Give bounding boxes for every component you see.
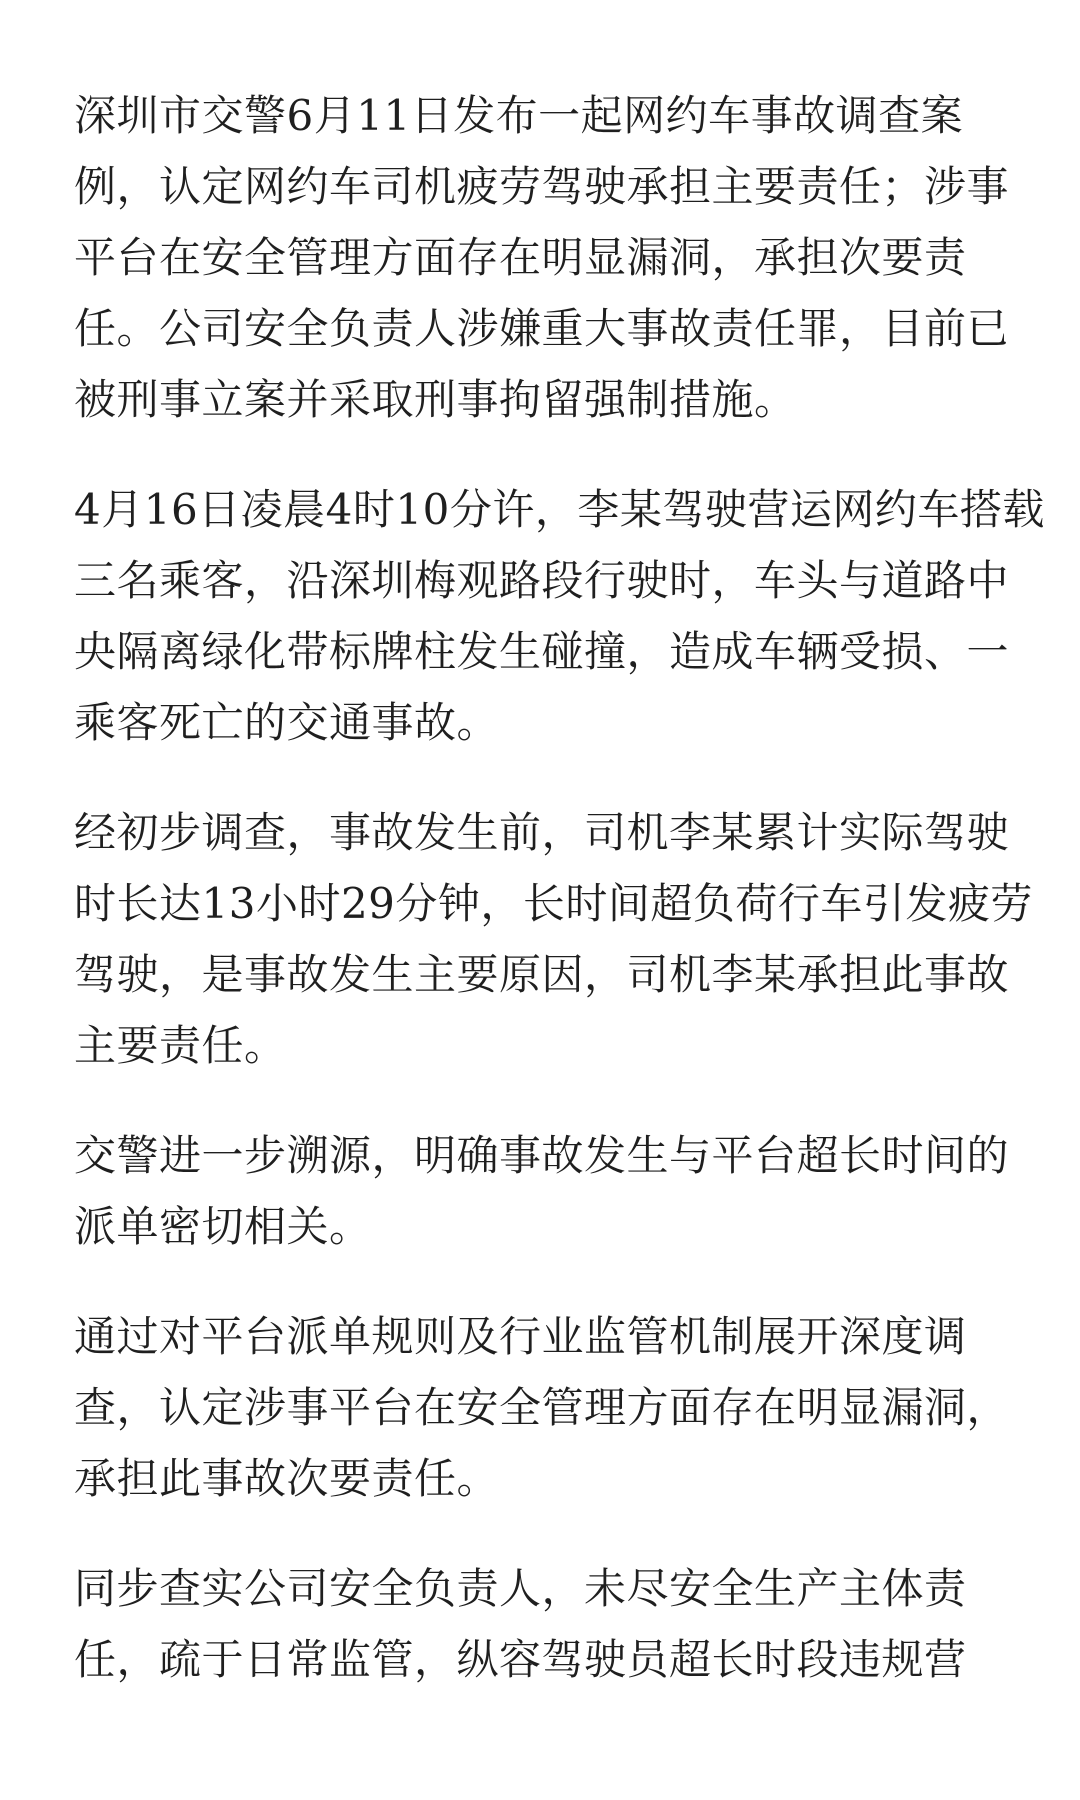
paragraph-5 — [74, 1301, 1020, 1514]
paragraph-6 — [74, 1553, 1020, 1695]
paragraph-3 — [74, 797, 1033, 1081]
text-line: 派单密切相关。 — [74, 1202, 372, 1251]
text-line: 查，认定涉事平台在安全管理方面存在明显漏洞， — [74, 1383, 1010, 1432]
text-line: 任，疏于日常监管，纵容驾驶员超长时段违规营 — [74, 1635, 967, 1684]
text-line: 经初步调查，事故发生前，司机李某累计实际驾驶 — [74, 808, 1010, 857]
text-line: 深圳市交警6月11日发布一起网约车事故调查案 — [74, 91, 964, 140]
text-line: 主要责任。 — [74, 1021, 287, 1070]
text-line: 央隔离绿化带标牌柱发生碰撞，造成车辆受损、一 — [74, 627, 1010, 676]
paragraph-2 — [74, 474, 1045, 758]
text-line: 同步查实公司安全负责人，未尽安全生产主体责 — [74, 1564, 967, 1613]
paragraph-4 — [74, 1120, 1020, 1262]
text-line: 交警进一步溯源，明确事故发生与平台超长时间的 — [74, 1131, 1010, 1180]
text-line: 驾驶，是事故发生主要原因，司机李某承担此事故 — [74, 950, 1010, 999]
text-line: 平台在安全管理方面存在明显漏洞，承担次要责 — [74, 233, 967, 282]
text-line: 4月16日凌晨4时10分许，李某驾驶营运网约车搭载 — [74, 485, 1045, 534]
text-line: 通过对平台派单规则及行业监管机制展开深度调 — [74, 1312, 967, 1361]
text-line: 乘客死亡的交通事故。 — [74, 698, 500, 747]
article-body — [74, 80, 1045, 1734]
text-line: 三名乘客，沿深圳梅观路段行驶时，车头与道路中 — [74, 556, 1010, 605]
text-line: 例，认定网约车司机疲劳驾驶承担主要责任；涉事 — [74, 162, 1010, 211]
text-line: 任。公司安全负责人涉嫌重大事故责任罪，目前已 — [74, 304, 1010, 353]
text-line: 时长达13小时29分钟，长时间超负荷行车引发疲劳 — [74, 879, 1033, 928]
text-line: 被刑事立案并采取刑事拘留强制措施。 — [74, 375, 797, 424]
text-line: 承担此事故次要责任。 — [74, 1454, 500, 1503]
paragraph-1 — [74, 80, 1020, 435]
